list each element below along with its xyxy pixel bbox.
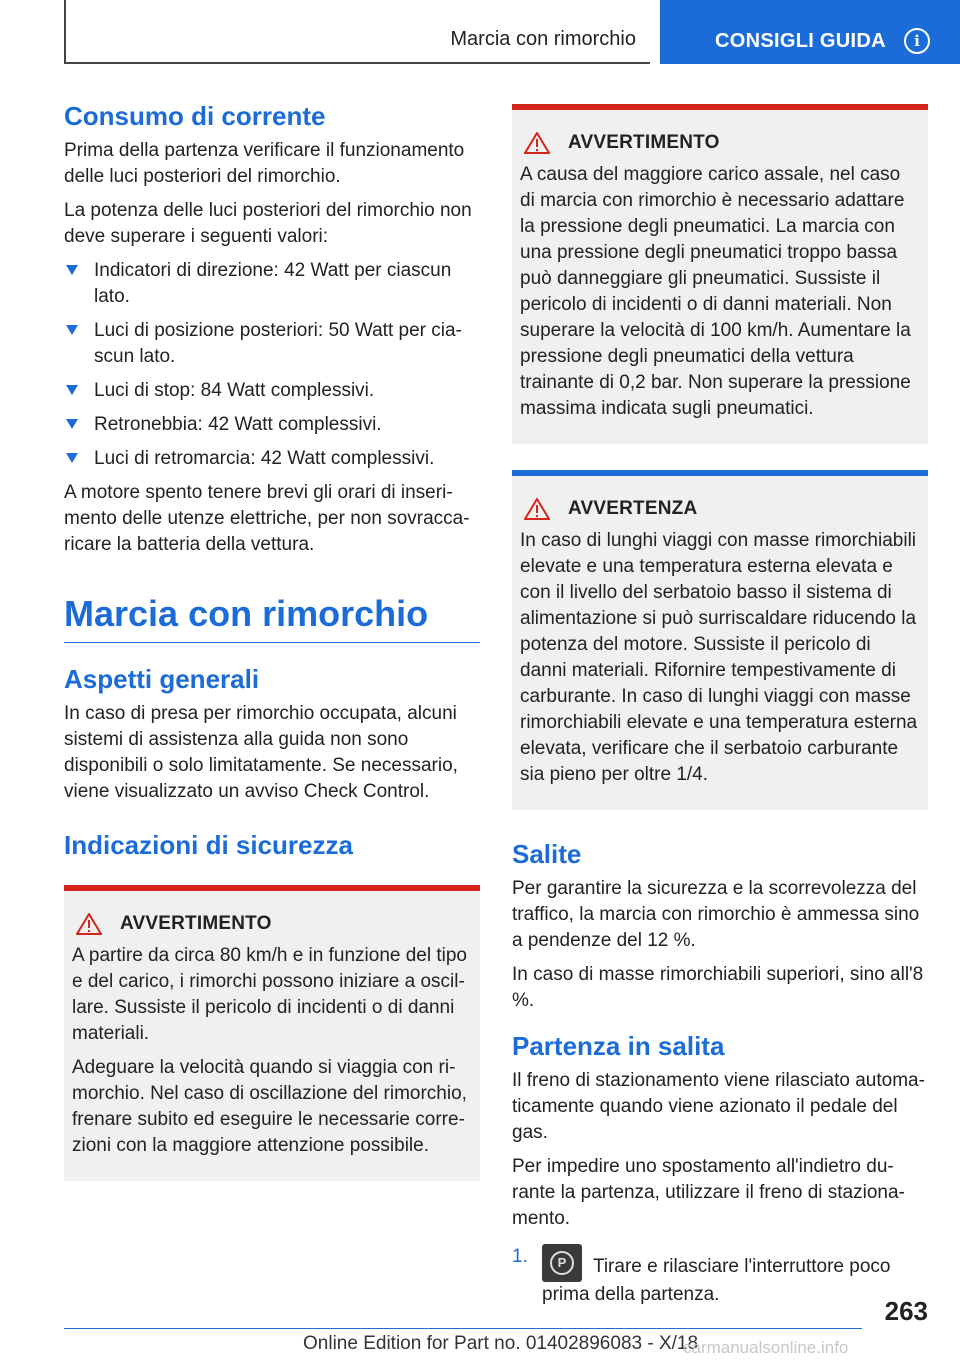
lights-list <box>64 258 480 472</box>
notice-header <box>520 498 920 520</box>
warning-header <box>520 132 920 154</box>
partenza-paragraph-1: Il freno di stazionamento viene rilasciato automaticamente quando viene azionato il pedale del gas. <box>512 1070 925 1143</box>
warning-box-oscillation <box>64 885 480 1181</box>
warning-title: AVVERTIMENTO <box>120 913 272 934</box>
bullet-triangle-icon <box>66 419 78 429</box>
step-number: 1. <box>512 1246 528 1267</box>
warning-triangle-icon <box>524 132 550 154</box>
bullet-triangle-icon <box>66 385 78 395</box>
footer-edition: Online Edition for Part no. 01402896083 - X/18 <box>303 1333 699 1354</box>
header-section-title: Marcia con rimorchio <box>450 28 636 50</box>
list-item <box>64 318 480 370</box>
list-item-text: Luci di stop: 84 Watt complessivi. <box>94 380 375 401</box>
step-body <box>542 1244 928 1308</box>
notice-box-fuel <box>512 470 928 810</box>
notice-title: AVVERTENZA <box>568 498 698 519</box>
bullet-triangle-icon <box>66 265 78 275</box>
left-column <box>64 98 480 1207</box>
step-text: Tirare e rilasciare l'interruttore poco prima della partenza. <box>542 1256 891 1305</box>
warning-paragraph: A partire da circa 80 km/h e in funzione del tipo e del carico, i rimorchi possono iniziare a oscillare. Sussiste il pericolo di incidenti o di danni materiali. <box>72 945 468 1044</box>
list-item <box>64 446 480 472</box>
page-number: 263 <box>884 1296 928 1326</box>
salite-paragraph-2: In caso di masse rimorchiabili superiori, sino all'8 %. <box>512 964 924 1011</box>
consumo-paragraph-3: A motore spento tenere brevi gli orari di inserimento delle utenze elettriche, per non sovraccaricare la batteria della vettura. <box>64 482 470 555</box>
list-item <box>64 412 480 438</box>
indicazioni-heading: Indicazioni di sicurezza <box>64 830 353 860</box>
partenza-paragraph-2: Per impedire uno spostamento all'indietro durante la partenza, utilizzare il freno di stazionamento. <box>512 1156 905 1229</box>
warning-triangle-icon <box>524 498 550 520</box>
bullet-triangle-icon <box>66 453 78 463</box>
partenza-heading: Partenza in salita <box>512 1031 725 1061</box>
notice-paragraph: In caso di lunghi viaggi con masse rimorchiabili elevate e una temperatura esterna elevata e con il livello del serbatoio basso il sistema di alimentazione si può surriscaldare riducendo la potenza del motore. Sussiste il pericolo di danni materiali. Rifornire tempestivamente di carburante. In caso di lunghi viaggi con masse rimorchiabili elevate e una temperatura esterna elevata, verificare che il serbatoio carburante sia pieno per oltre 1/4. <box>520 530 918 785</box>
salite-heading: Salite <box>512 839 582 869</box>
step-item <box>512 1244 928 1308</box>
watermark: carmanualsonline.info <box>683 1338 849 1357</box>
aspetti-heading: Aspetti generali <box>64 664 260 694</box>
warning-triangle-icon <box>76 913 102 935</box>
warning-paragraph: Adeguare la velocità quando si viaggia con rimorchio. Nel caso di oscillazione del rimorchio, frenare subito ed eseguire le necessarie correzioni con la maggiore attenzione possibile. <box>72 1057 467 1156</box>
footer-divider <box>64 1328 862 1329</box>
list-item <box>64 258 480 310</box>
list-item-text: Luci di retromarcia: 42 Watt complessivi. <box>94 448 435 469</box>
right-column <box>512 104 928 1308</box>
info-icon[interactable]: i <box>904 28 930 54</box>
header-tab-consigli-guida[interactable] <box>660 0 960 64</box>
header-tab-label: CONSIGLI GUIDA <box>715 30 886 52</box>
consumo-heading: Consumo di corrente <box>64 101 326 131</box>
aspetti-paragraph: In caso di presa per rimorchio occupata, alcuni sistemi di assistenza alla guida non sono disponibili o solo limitatamente. Se necessario, viene visualizzato un avviso Check Control. <box>64 703 458 802</box>
header-section-box <box>64 0 650 64</box>
list-item-text: Indicatori di direzione: 42 Watt per ciascun lato. <box>94 260 452 307</box>
warning-box-tyre-pressure <box>512 104 928 444</box>
parking-brake-icon <box>542 1244 582 1282</box>
list-item-text: Retronebbia: 42 Watt complessivi. <box>94 414 382 435</box>
page-header <box>0 0 960 66</box>
consumo-paragraph-2: La potenza delle luci posteriori del rimorchio non deve superare i seguenti valori: <box>64 200 472 247</box>
salite-paragraph-1: Per garantire la sicurezza e la scorrevolezza del traffico, la marcia con rimorchio è ammessa sino a pendenze del 12 %. <box>512 878 920 951</box>
main-section-title: Marcia con rimorchio <box>64 566 480 643</box>
warning-header <box>72 913 472 935</box>
list-item <box>64 378 480 404</box>
consumo-paragraph-1: Prima della partenza verificare il funzionamento delle luci posteriori del rimorchio. <box>64 140 465 187</box>
bullet-triangle-icon <box>66 325 78 335</box>
parking-brake-symbol: P <box>550 1251 574 1275</box>
list-item-text: Luci di posizione posteriori: 50 Watt per ciascun lato. <box>94 320 462 367</box>
warning-title: AVVERTIMENTO <box>568 132 720 153</box>
warning-paragraph: A causa del maggiore carico assale, nel caso di marcia con rimorchio è necessario adattare la pressione degli pneumatici. La marcia con una pressione degli pneumatici troppo bassa può danneggiare gli pneumatici. Sussiste il pericolo di incidenti o di danni materiali. Non superare la velocità di 100 km/h. Aumentare la pressione degli pneumatici della vettura trainante di 0,2 bar. Non superare la pressione massima indicata sugli pneumatici. <box>520 164 911 419</box>
